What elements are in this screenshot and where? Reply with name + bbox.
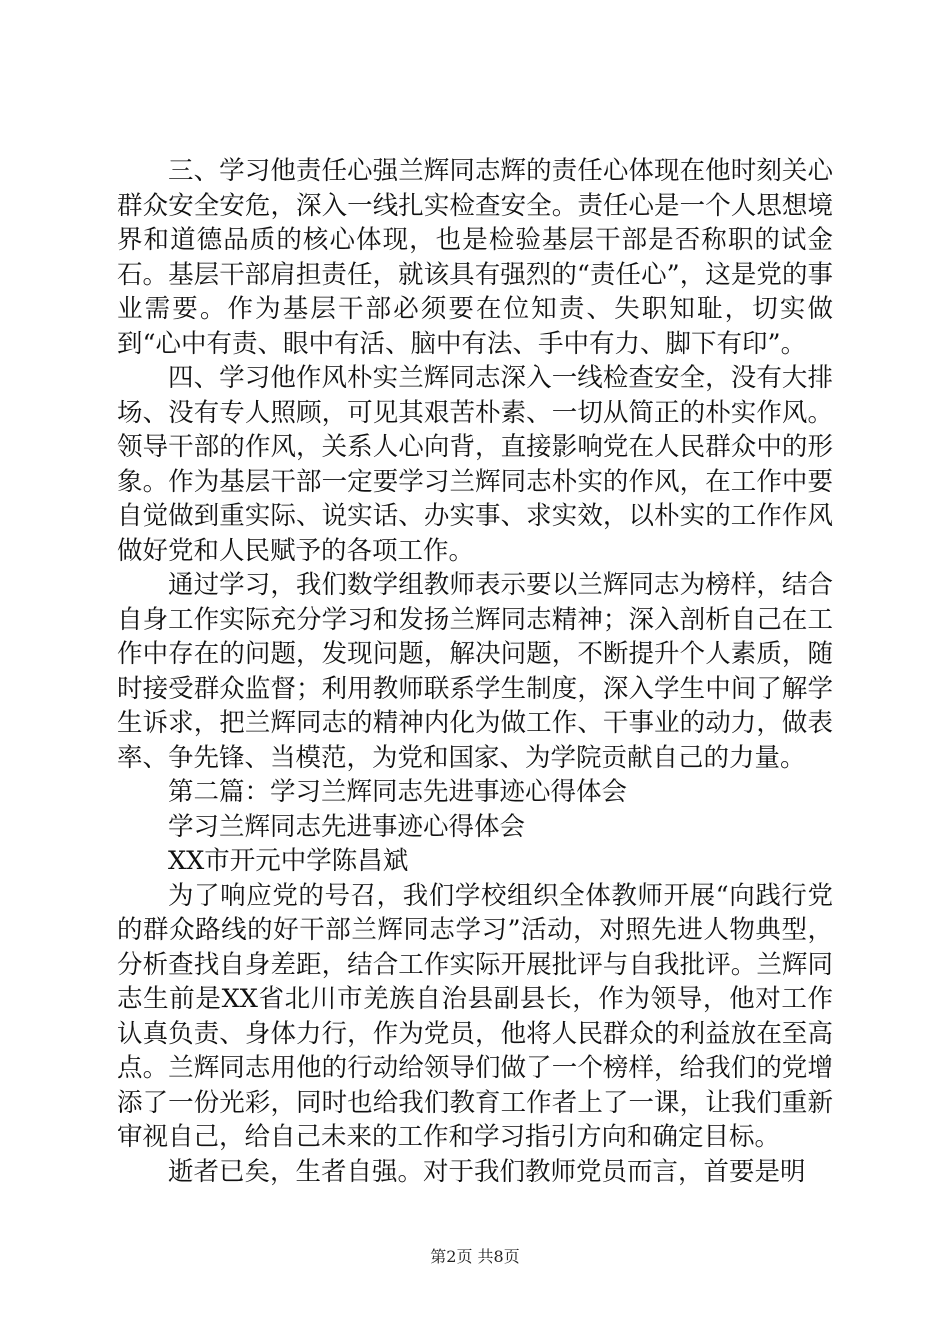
paragraph-continuation: 逝者已矣，生者自强。对于我们教师党员而言，首要是明 <box>168 1156 806 1187</box>
article-author: XX市开元中学陈昌斌 <box>168 846 409 876</box>
paragraph-work-style: 四、学习他作风朴实兰辉同志深入一线检查安全，没有大排场、没有专人照顾，可见其艰苦朴素、一切从简正的朴实作风。领导干部的作风，关系人心向背，直接影响党在人民群众中的形象。作为基层干部一定要学习兰辉同志朴实的作风，在工作中要自觉做到重实际、说实话、办实事、求实效，以朴实的工作作风做好党和人民赋予的各项工作。 <box>117 363 833 566</box>
section-heading: 第二篇：学习兰辉同志先进事迹心得体会 <box>168 777 628 807</box>
paragraph-intro: 为了响应党的号召，我们学校组织全体教师开展“向践行党的群众路线的好干部兰辉同志学习”活动，对照先进人物典型，分析查找自身差距，结合工作实际开展批评与自我批评。兰辉同志生前是XX省北川市羌族自治县副县长，作为领导，他对工作认真负责、身体力行，作为党员，他将人民群众的利益放在至高点。兰辉同志用他的行动给领导们做了一个榜样，给我们的党增添了一份光彩，同时也给我们教育工作者上了一课，让我们重新审视自己，给自己未来的工作和学习指引方向和确定目标。 <box>117 880 833 1152</box>
paragraph-responsibility: 三、学习他责任心强兰辉同志辉的责任心体现在他时刻关心群众安全安危，深入一线扎实检查安全。责任心是一个人思想境界和道德品质的核心体现，也是检验基层干部是否称职的试金石。基层干部肩担责任，就该具有强烈的“责任心”，这是党的事业需要。作为基层干部必须要在位知责、失职知耻，切实做到“心中有责、眼中有活、脑中有法、手中有力、脚下有印”。 <box>117 156 833 359</box>
page-footer: 第2页 共8页 <box>430 1247 520 1266</box>
document-body <box>117 154 833 1189</box>
paragraph-conclusion: 通过学习，我们数学组教师表示要以兰辉同志为榜样，结合自身工作实际充分学习和发扬兰辉同志精神；深入剖析自己在工作中存在的问题，发现问题，解决问题，不断提升个人素质，随时接受群众监督；利用教师联系学生制度，深入学生中间了解学生诉求，把兰辉同志的精神内化为做工作、干事业的动力，做表率、争先锋、当模范，为党和国家、为学院贡献自己的力量。 <box>117 570 833 773</box>
article-title: 学习兰辉同志先进事迹心得体会 <box>168 811 526 842</box>
